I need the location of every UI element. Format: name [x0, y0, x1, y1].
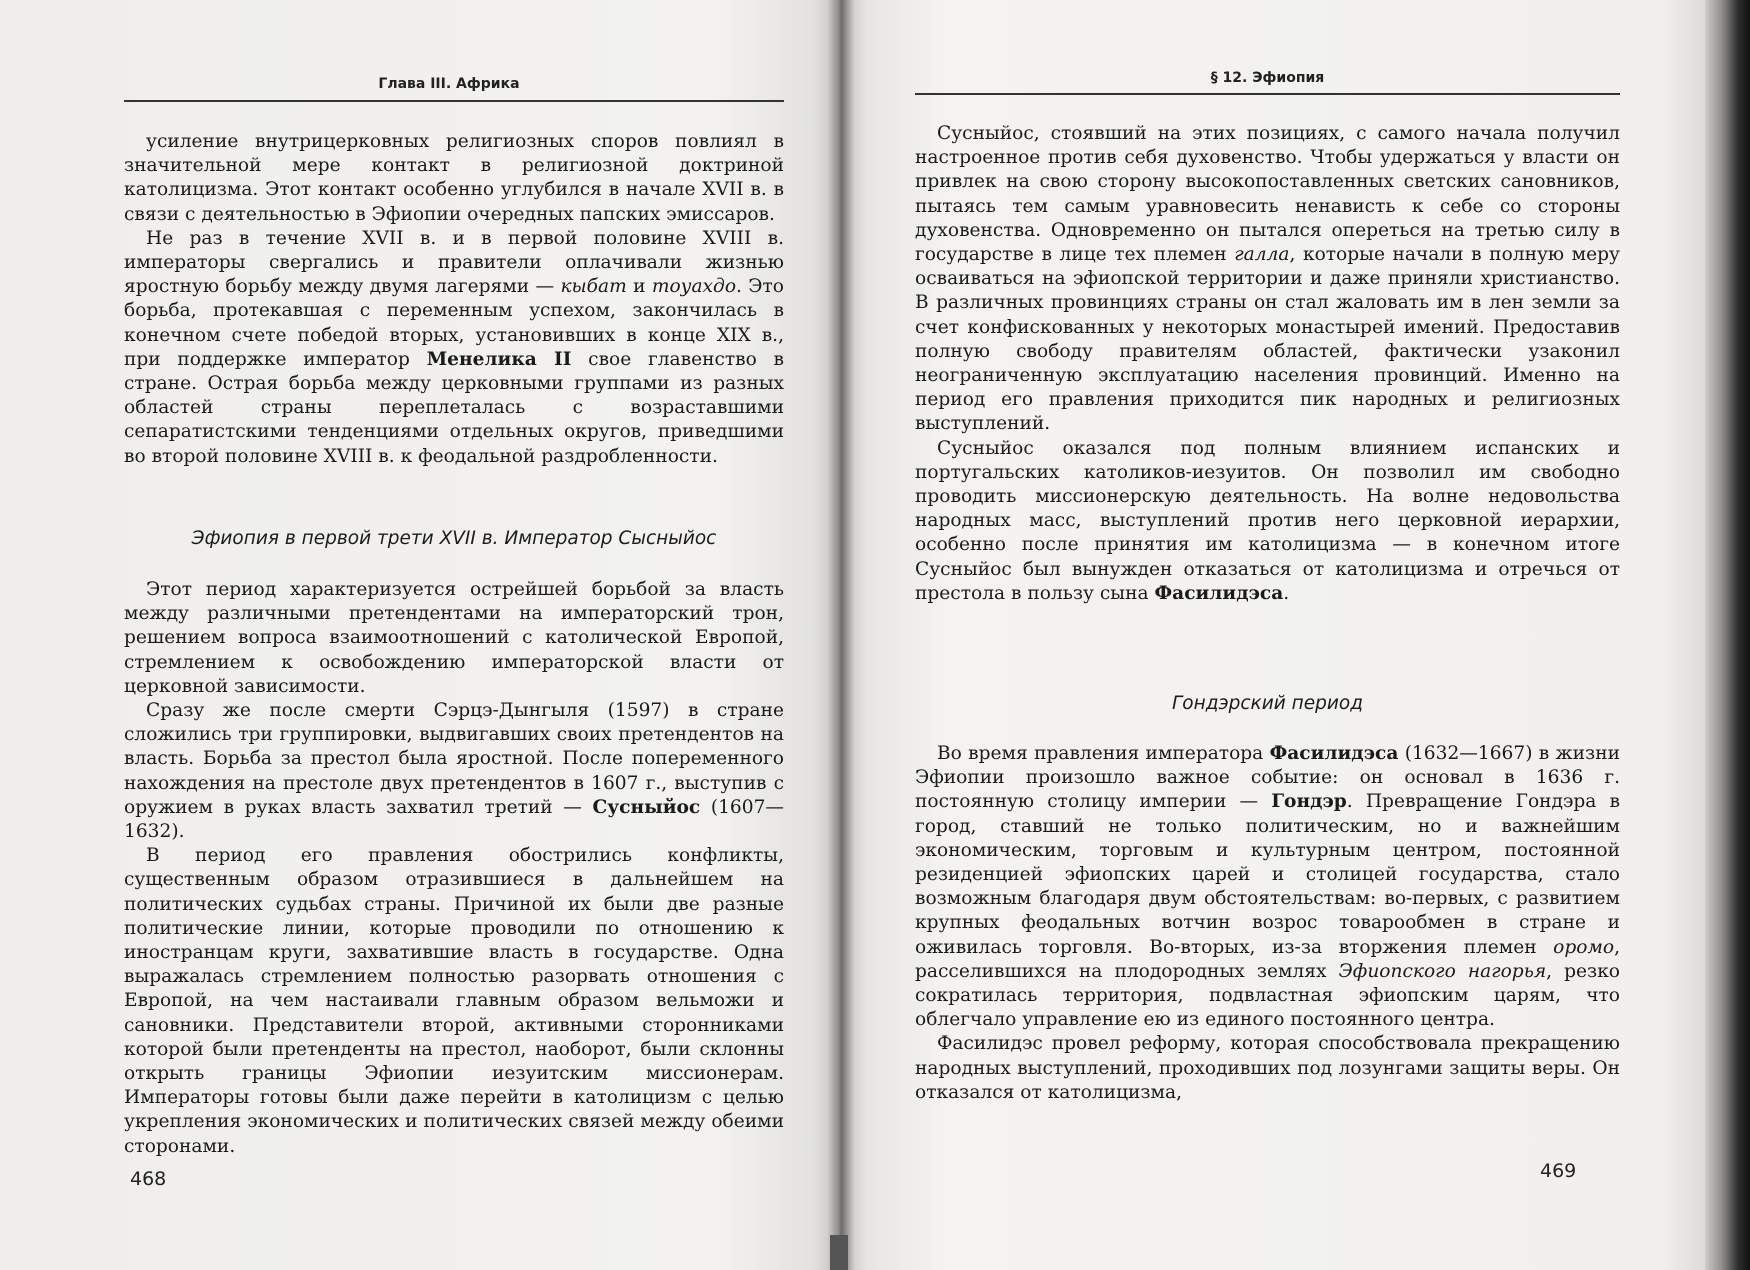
text-run: свое главенство в стране. Острая борьба между церковными группами из разных областей страны переплеталась с возраставшими сепаратистскими тенденциями отдельных округов, приведшими во второй половине XVIII в. к феодальной раздробленности. — [124, 348, 784, 467]
book-gutter — [826, 0, 854, 1270]
paragraph — [915, 742, 1620, 1032]
right-section-heading: Гондэрский период — [1171, 693, 1364, 714]
paragraph — [124, 699, 784, 844]
paragraph — [915, 437, 1620, 606]
text-run: Не раз в течение XVII в. и в первой половине XVIII в. императоры свергались и правители оплачивали жизнью яростную борьбу между двумя лагерями — — [124, 227, 784, 298]
text-run: . Превращение Гондэра в город, ставший не только политическим, но и важнейшим экономическим, торговым и культурным центром, постоянной резиденцией эфиопских царей и столицей государства, стало возможным благодаря двум обстоятельствам: во-первых, с развитием крупных феодальных вотчин возрос товарообмен в стране и оживилась торговля. Во-вторых, из-за вторжения племен — [915, 791, 1620, 958]
paragraph — [915, 122, 1620, 437]
left-running-head: Глава III. Африка — [378, 76, 520, 92]
italic-term: галла — [1234, 244, 1290, 266]
text-run: Этот период характеризуется острейшей борьбой за власть между различными претендентами на императорский трон, решением вопроса взаимоотношений с католической Европой, стремлением к освобождению императорской власти от церковной зависимости. — [124, 579, 784, 697]
italic-term: тоуахдо — [651, 276, 737, 298]
left-section-heading: Эфиопия в первой трети XVII в. Император Сысныйос — [191, 528, 717, 549]
bold-term: Фасилидэса — [1269, 743, 1399, 764]
left-text-block-2 — [124, 578, 784, 1159]
italic-term: кыбат — [560, 276, 627, 298]
text-run: и — [626, 276, 652, 298]
text-run: , которые начали в полную меру осваиваться на эфиопской территории и даже приняли христианство. В различных провинциях страны он стал жаловать им в лен земли за счет конфискованных у некоторых монастырей имений. Предоставив полную свободу правителям областей, фактически узаконил неограниченную эксплуатацию населения провинций. Именно на период его правления приходится пик народных и религиозных выступлений. — [915, 244, 1620, 435]
text-run: . Это борьба, протекавшая с переменным успехом, закончилась в конечном счете победой вторых, установивших в конце XIX в., при поддержке император — [124, 276, 784, 370]
bold-term: Сусныйос — [592, 796, 701, 818]
paragraph — [124, 844, 784, 1159]
text-run: В период его правления обострились конфликты, существенным образом отразившиеся в дальнейшем на политических судьбах страны. Причиной их были две разные политические линии, которые проводили по отношению к иностранцам круги, захватившие власть в государстве. Одна выражалась стремлением полностью разорвать отношения с Европой, на чем настаивали главным образом вельможи и сановники. Представители второй, активными сторонниками которой были претенденты на престол, наоборот, были склонны открыть границы Эфиопии иезуитским миссионерам. Императоры готовы были даже перейти в католицизм с целью укрепления экономических и политических связей между обеими сторонами. — [124, 845, 784, 1157]
text-run: , расселившихся на плодородных землях — [915, 936, 1620, 982]
left-header-rule — [124, 100, 784, 102]
bold-term: Фасилидэса — [1154, 582, 1284, 604]
right-text-block-2 — [915, 742, 1620, 1105]
text-run: Фасилидэс провел реформу, которая способствовала прекращению народных выступлений, проходивших под лозунгами защиты веры. Он отказался от католицизма, — [915, 1033, 1620, 1103]
text-run: усиление внутрицерковных религиозных споров повлиял в значительной мере контакт в религиозной доктриной католицизма. Этот контакт особенно углубился в начале XVII в. в связи с деятельностью в Эфиопии очередных папских эмиссаров. — [124, 131, 784, 225]
right-header-rule — [915, 93, 1620, 95]
left-text-block-1 — [124, 130, 784, 469]
left-page-number: 468 — [130, 1168, 167, 1190]
paragraph — [124, 578, 784, 699]
bold-term: Гондэр — [1271, 791, 1347, 813]
bold-term: Менелика II — [426, 348, 572, 370]
paragraph — [915, 1032, 1620, 1105]
text-run: , резко сократилась территория, подвластная эфиопским царям, что облегчало управление ею из единого постоянного центра. — [915, 960, 1621, 1031]
text-run: Сусныйос, стоявший на этих позициях, с самого начала получил настроенное против себя духовенство. Чтобы удержаться у власти он привлек на свою сторону высокопоставленных светских сановников, пытаясь тем самым уравновесить ненависть к себе со стороны духовенства. Одновременно он пытался опереться на третью силу в государстве в лице тех племен — [915, 123, 1620, 266]
page-edge-shadow — [1705, 0, 1750, 1270]
text-run: Сусныйос оказался под полным влиянием испанских и португальских католиков-иезуитов. Он позволил им свободно проводить миссионерскую деятельность. На волне недовольства народных масс, выступлений против него церковной иерархии, особенно после принятия им католицизма — в конечном итоге Сусныйос был вынужден отказаться от католицизма и отречься от престола в пользу сына — [915, 437, 1620, 604]
paragraph — [124, 130, 784, 227]
paragraph — [124, 227, 784, 469]
text-run: Сразу же после смерти Сэрцэ-Дынгыля (1597) в стране сложились три группировки, выдвигавших своих претендентов на власть. Борьба за престол была яростной. После попеременного нахождения на престоле двух претендентов в 1607 г., выступив с оружием в руках власть захватил третий — — [124, 700, 784, 818]
gutter-binding-tab — [830, 1235, 848, 1270]
text-run: . — [1283, 582, 1290, 604]
text-run: (1607—1632). — [124, 796, 785, 843]
right-text-block-1 — [915, 122, 1620, 606]
right-page — [840, 0, 1705, 1270]
italic-term: оромо — [1553, 936, 1615, 958]
italic-term: Эфиопского нагорья — [1338, 960, 1547, 982]
text-run: Во время правления императора — [937, 743, 1270, 764]
left-page — [0, 0, 840, 1270]
right-running-head: § 12. Эфиопия — [1210, 70, 1325, 86]
text-run: (1632—1667) в жизни Эфиопии произошло важное событие: он основал в 1636 г. постоянную столицу империи — — [915, 743, 1620, 813]
right-page-number: 469 — [1540, 1160, 1577, 1182]
